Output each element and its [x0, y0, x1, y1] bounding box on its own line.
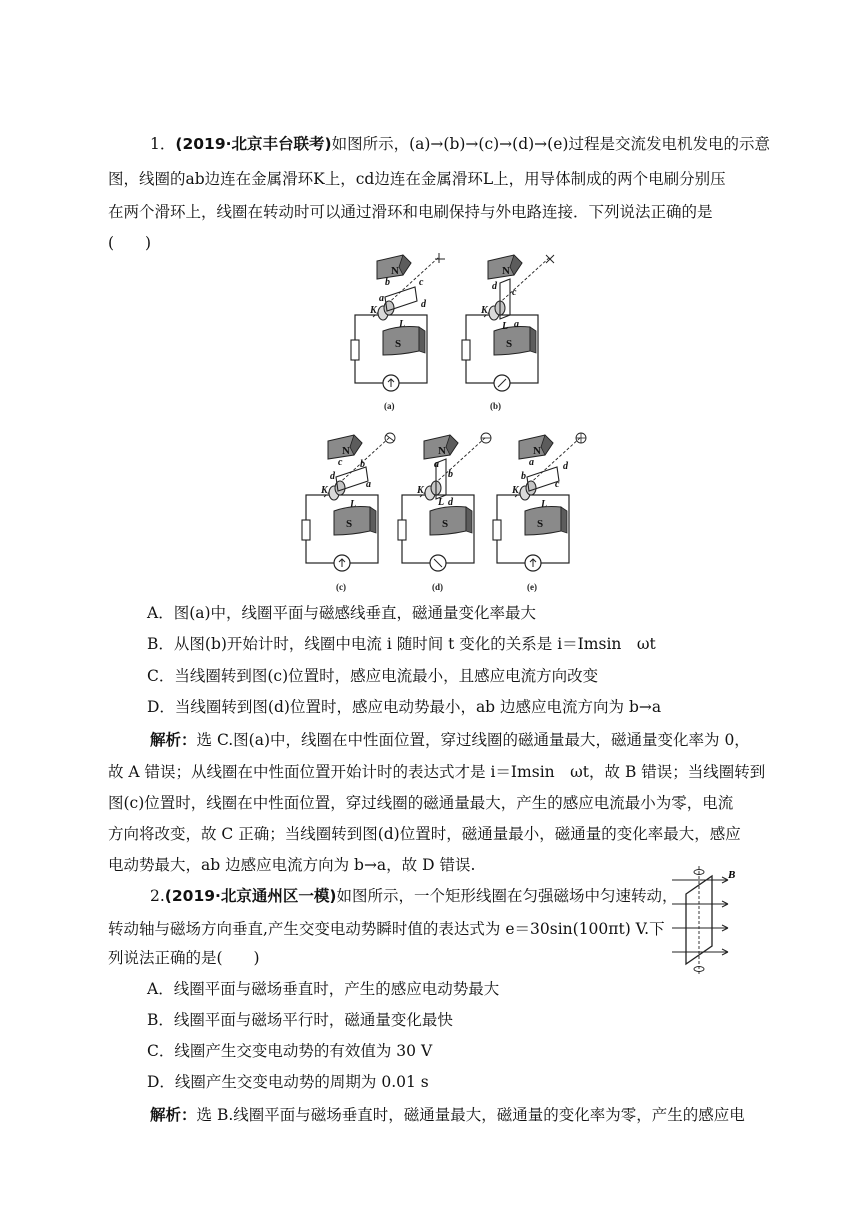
svg-text:d: d — [492, 281, 497, 292]
q2-analysis-line1: 解析：选 B.线圈平面与磁场垂直时，磁通量最大，磁通量的变化率为零，产生的感应电 — [150, 1105, 745, 1124]
q1-line3: 在两个滑环上，线圈在转动时可以通过滑环和电刷保持与外电路连接．下列说法正确的是 — [108, 203, 713, 221]
q1-option-d: D．当线圈转到图(d)位置时，感应电动势最小，ab 边感应电流方向为 b→a — [147, 698, 662, 716]
svg-text:S: S — [506, 338, 513, 350]
figure-e — [493, 433, 586, 571]
q2-option-c: C．线圈产生交变电动势的有效值为 30 V — [147, 1042, 433, 1060]
generator-figure — [0, 0, 860, 600]
caption-d: (d) — [432, 582, 443, 592]
svg-text:L: L — [350, 499, 357, 510]
svg-text:N: N — [438, 445, 446, 457]
svg-text:N: N — [391, 265, 399, 277]
svg-text:K: K — [512, 485, 519, 496]
svg-text:d: d — [421, 299, 426, 310]
q2-option-a: A．线圈平面与磁场垂直时，产生的感应电动势最大 — [147, 980, 500, 998]
svg-text:a: a — [366, 479, 371, 490]
q1-text-l1: 如图所示，(a)→(b)→(c)→(d)→(e)过程是交流发电机发电的示意 — [331, 135, 770, 153]
svg-text:d: d — [448, 497, 453, 508]
svg-text:b: b — [360, 459, 365, 470]
q1-option-b: B．从图(b)开始计时，线圈中电流 i 随时间 t 变化的关系是 i＝Imsin ωt — [147, 635, 656, 653]
q1-analysis-label: 解析： — [150, 730, 197, 749]
q1-option-a: A．图(a)中，线圈平面与磁感线垂直，磁通量变化率最大 — [147, 604, 537, 622]
q1-number: 1． — [150, 135, 176, 153]
svg-text:S: S — [442, 518, 449, 530]
svg-text:K: K — [481, 305, 488, 316]
svg-text:L: L — [541, 499, 548, 510]
q1-analysis-line5: 电动势最大，ab 边感应电流方向为 b→a，故 D 错误. — [108, 856, 476, 874]
caption-b: (b) — [490, 401, 501, 411]
q2-line1: 2.(2019·北京通州区一模)如图所示，一个矩形线圈在匀强磁场中匀速转动， — [150, 887, 678, 905]
svg-text:c: c — [512, 287, 517, 298]
caption-c: (c) — [336, 582, 346, 592]
field-b-label: B — [728, 869, 736, 881]
svg-text:c: c — [555, 479, 560, 490]
svg-text:S: S — [346, 518, 353, 530]
svg-text:a: a — [514, 319, 519, 330]
caption-a: (a) — [384, 401, 395, 411]
rotating-coil-figure — [666, 866, 746, 976]
figure-a — [351, 253, 445, 391]
q2-option-d: D．线圈产生交变电动势的周期为 0.01 s — [147, 1073, 429, 1091]
svg-text:b: b — [385, 277, 390, 288]
svg-text:L: L — [502, 321, 509, 332]
svg-text:S: S — [537, 518, 544, 530]
q1-line2: 图，线圈的ab边连在金属滑环K上，cd边连在金属滑环L上，用导体制成的两个电刷分别压 — [108, 170, 726, 188]
figure-d — [398, 433, 491, 571]
q1-option-c: C．当线圈转到图(c)位置时，感应电流最小，且感应电流方向改变 — [147, 667, 599, 685]
svg-text:b: b — [448, 469, 453, 480]
svg-text:c: c — [338, 457, 343, 468]
svg-text:d: d — [563, 461, 568, 472]
q1-analysis-line1: 解析：选 C.图(a)中，线圈在中性面位置，穿过线圈的磁通量最大，磁通量变化率为 0， — [150, 730, 750, 749]
svg-text:K: K — [321, 485, 328, 496]
q2-number: 2. — [150, 887, 165, 905]
svg-text:L: L — [438, 497, 445, 508]
q1-analysis-line2: 故 A 错误；从线圈在中性面位置开始计时的表达式才是 i＝Imsin ωt，故 B 错误；当线圈转到 — [108, 763, 766, 781]
q2-line3: 列说法正确的是( ) — [108, 949, 260, 967]
q1-analysis-line4: 方向将改变，故 C 正确；当线圈转到图(d)位置时，磁通量最小，磁通量的变化率最大，感应 — [108, 825, 741, 843]
svg-text:a: a — [434, 459, 439, 470]
q2-line2: 转动轴与磁场方向垂直,产生交变电动势瞬时值的表达式为 e＝30sin(100πt) V.下 — [108, 920, 665, 938]
q1-analysis-line3: 图(c)位置时，线圈在中性面位置，穿过线圈的磁通量最大，产生的感应电流最小为零，电流 — [108, 794, 734, 812]
figure-c — [302, 433, 395, 571]
q1-source: (2019·北京丰台联考) — [175, 135, 332, 153]
svg-text:N: N — [502, 265, 510, 277]
svg-text:S: S — [395, 338, 402, 350]
q2-source: (2019·北京通州区一模) — [164, 887, 337, 905]
svg-text:N: N — [342, 445, 350, 457]
svg-text:d: d — [330, 471, 335, 482]
caption-e: (e) — [527, 582, 537, 592]
svg-text:b: b — [521, 471, 526, 482]
svg-text:c: c — [419, 277, 424, 288]
figure-b — [462, 255, 554, 391]
svg-text:K: K — [417, 485, 424, 496]
svg-text:K: K — [370, 305, 377, 316]
svg-text:N: N — [533, 445, 541, 457]
q2-option-b: B．线圈平面与磁场平行时，磁通量变化最快 — [147, 1011, 453, 1029]
q2-analysis-label: 解析： — [150, 1105, 197, 1124]
svg-text:a: a — [529, 457, 534, 468]
svg-text:a: a — [379, 293, 384, 304]
q1-bracket: ( ) — [108, 234, 152, 252]
svg-text:L: L — [399, 319, 406, 330]
